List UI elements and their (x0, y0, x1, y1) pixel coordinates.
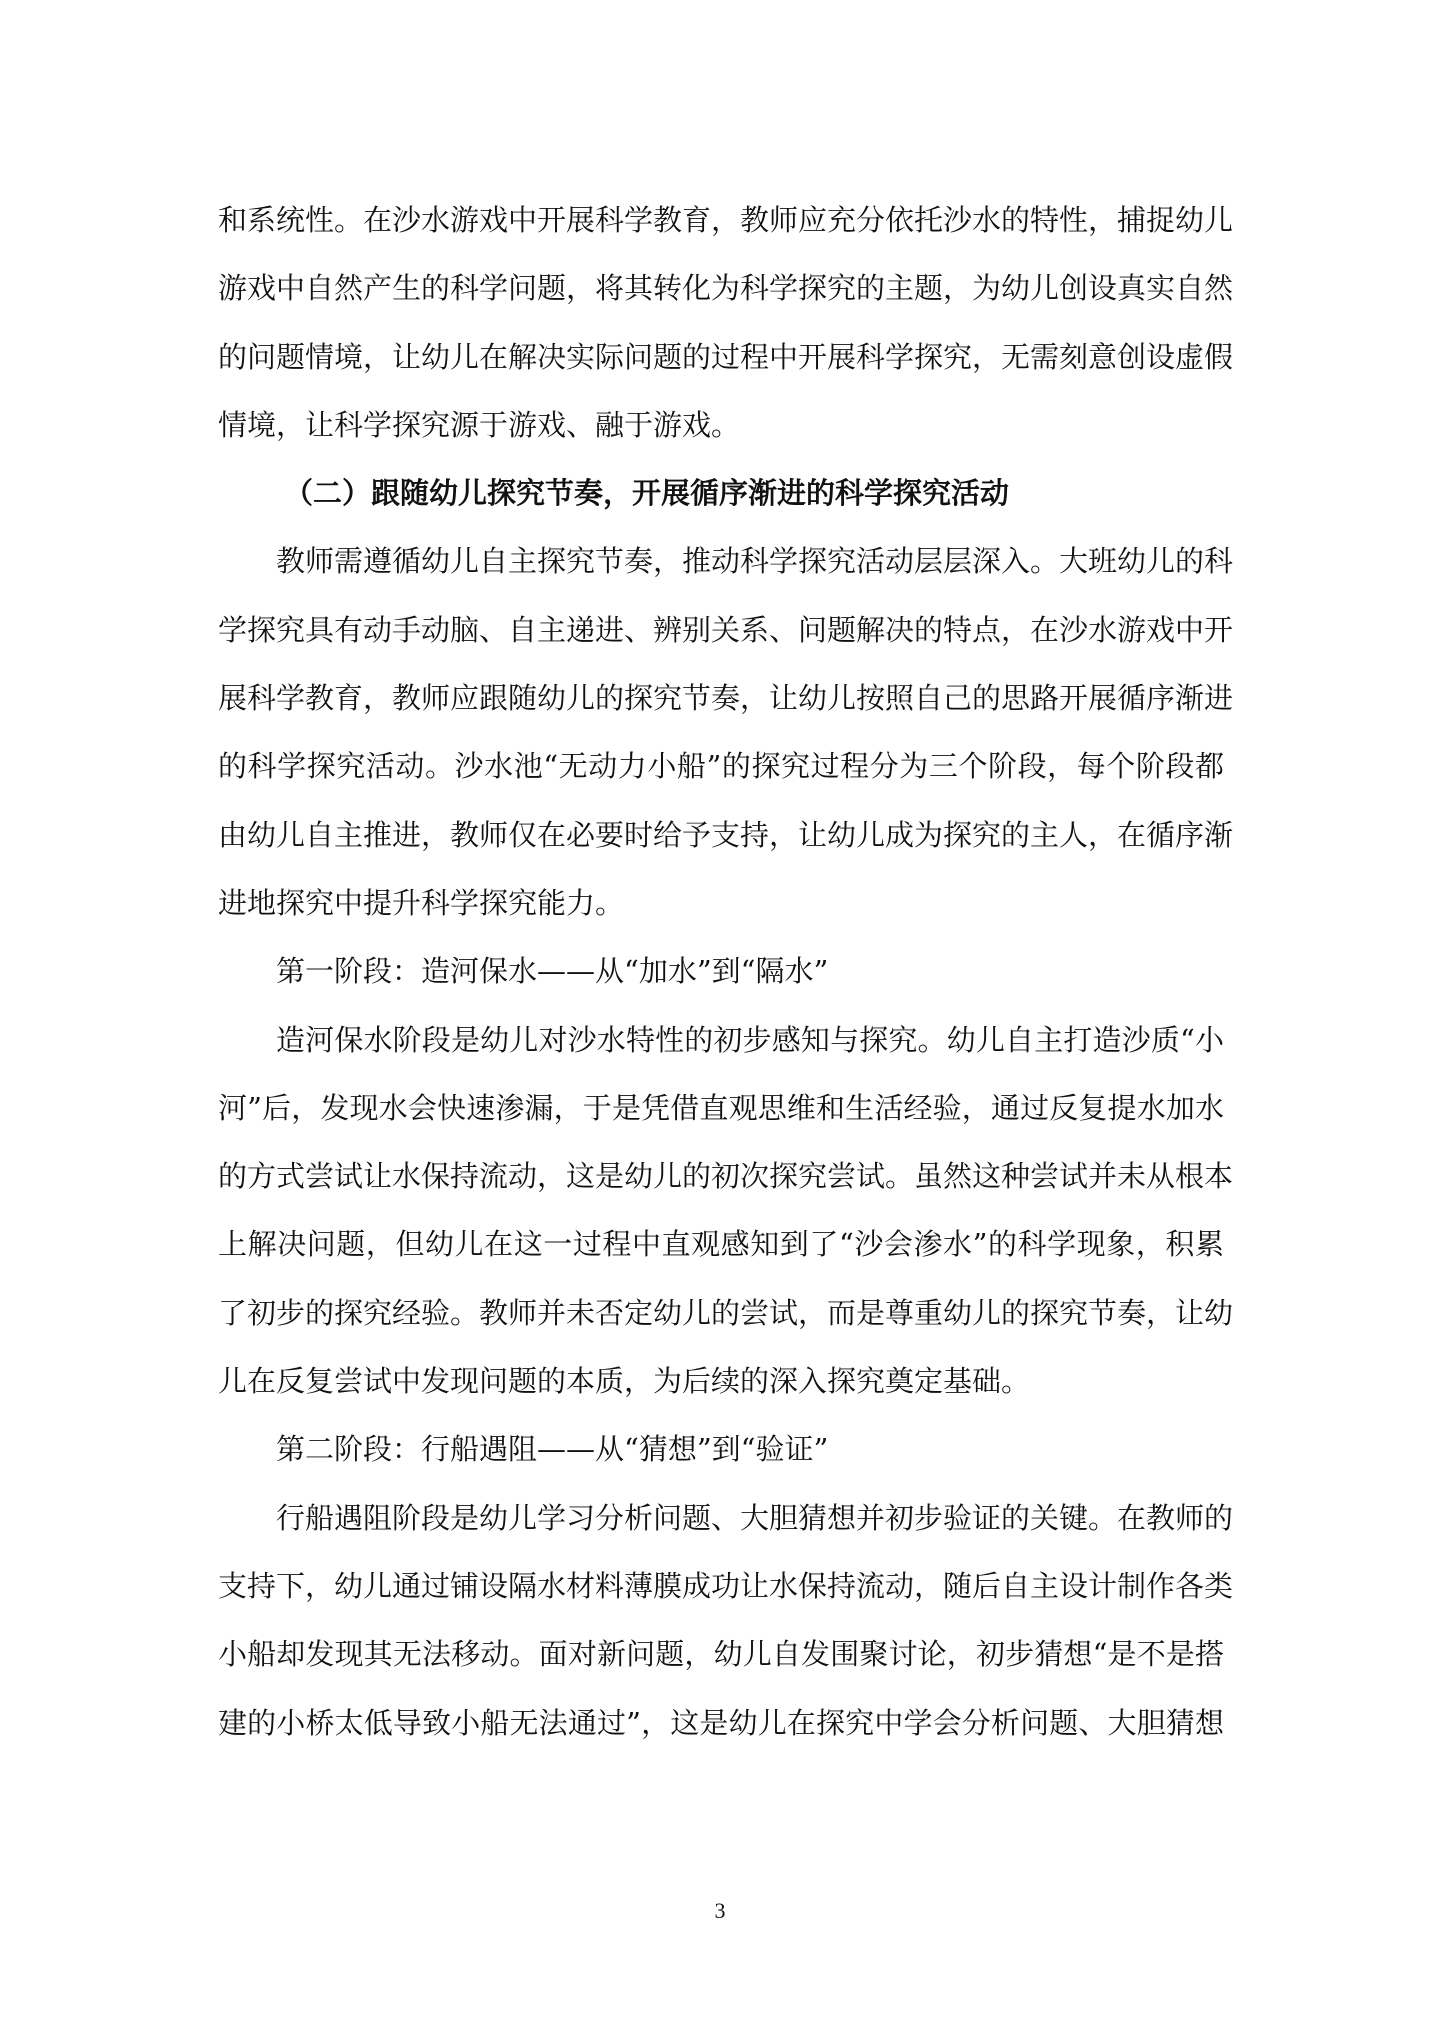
text-line: 了初步的探究经验。教师并未否定幼儿的尝试，而是尊重幼儿的探究节奏，让幼 (218, 1295, 1234, 1330)
text-line: 建的小桥太低导致小船无法通过”，这是幼儿在探究中学会分析问题、大胆猜想 (218, 1705, 1224, 1740)
text-line: 进地探究中提升科学探究能力。 (218, 885, 625, 920)
text-line: 的科学探究活动。沙水池“无动力小船”的探究过程分为三个阶段，每个阶段都 (218, 749, 1224, 784)
stage-two-subheading: 第二阶段：行船遇阻——从“猜想”到“验证” (276, 1432, 829, 1467)
section-heading: （二）跟随幼儿探究节奏，开展循序渐进的科学探究活动 (284, 476, 1010, 511)
text-line: 行船遇阻阶段是幼儿学习分析问题、大胆猜想并初步验证的关键。在教师的 (276, 1500, 1234, 1535)
text-line: 情境，让科学探究源于游戏、融于游戏。 (218, 407, 741, 442)
paragraph (218, 535, 1234, 945)
text-line: 上解决问题，但幼儿在这一过程中直观感知到了“沙会渗水”的科学现象，积累 (218, 1227, 1224, 1262)
text-line: 和系统性。在沙水游戏中开展科学教育，教师应充分依托沙水的特性，捕捉幼儿 (218, 203, 1234, 237)
text-line: 由幼儿自主推进，教师仅在必要时给予支持，让幼儿成为探究的主人，在循序渐 (218, 817, 1234, 852)
text-line: 小船却发现其无法移动。面对新问题，幼儿自发围聚讨论，初步猜想“是不是搭 (218, 1637, 1224, 1672)
text-line: 儿在反复尝试中发现问题的本质，为后续的深入探究奠定基础。 (218, 1364, 1031, 1399)
text-line: 的问题情境，让幼儿在解决实际问题的过程中开展科学探究，无需刻意创设虚假 (218, 339, 1234, 374)
text-line: 教师需遵循幼儿自主探究节奏，推动科学探究活动层层深入。大班幼儿的科 (276, 544, 1234, 579)
text-line: 造河保水阶段是幼儿对沙水特性的初步感知与探究。幼儿自主打造沙质“小 (276, 1022, 1224, 1057)
paragraph-continued (218, 194, 1234, 467)
text-line: 游戏中自然产生的科学问题，将其转化为科学探究的主题，为幼儿创设真实自然 (218, 271, 1234, 306)
text-line: 支持下，幼儿通过铺设隔水材料薄膜成功让水保持流动，随后自主设计制作各类 (218, 1568, 1234, 1603)
text-line: 的方式尝试让水保持流动，这是幼儿的初次探究尝试。虽然这种尝试并未从根本 (218, 1159, 1234, 1194)
text-line: 学探究具有动手动脑、自主递进、辨别关系、问题解决的特点，在沙水游戏中开 (218, 612, 1234, 647)
page-number: 3 (714, 1898, 726, 1923)
text-line: 河”后，发现水会快速渗漏，于是凭借直观思维和生活经验，通过反复提水加水 (218, 1090, 1224, 1125)
text-line: 展科学教育，教师应跟随幼儿的探究节奏，让幼儿按照自己的思路开展循序渐进 (218, 681, 1234, 716)
paragraph (218, 1014, 1234, 1424)
stage-one-subheading: 第一阶段：造河保水——从“加水”到“隔水” (276, 954, 829, 989)
document-page-body (218, 194, 1234, 1765)
paragraph (218, 1492, 1234, 1765)
